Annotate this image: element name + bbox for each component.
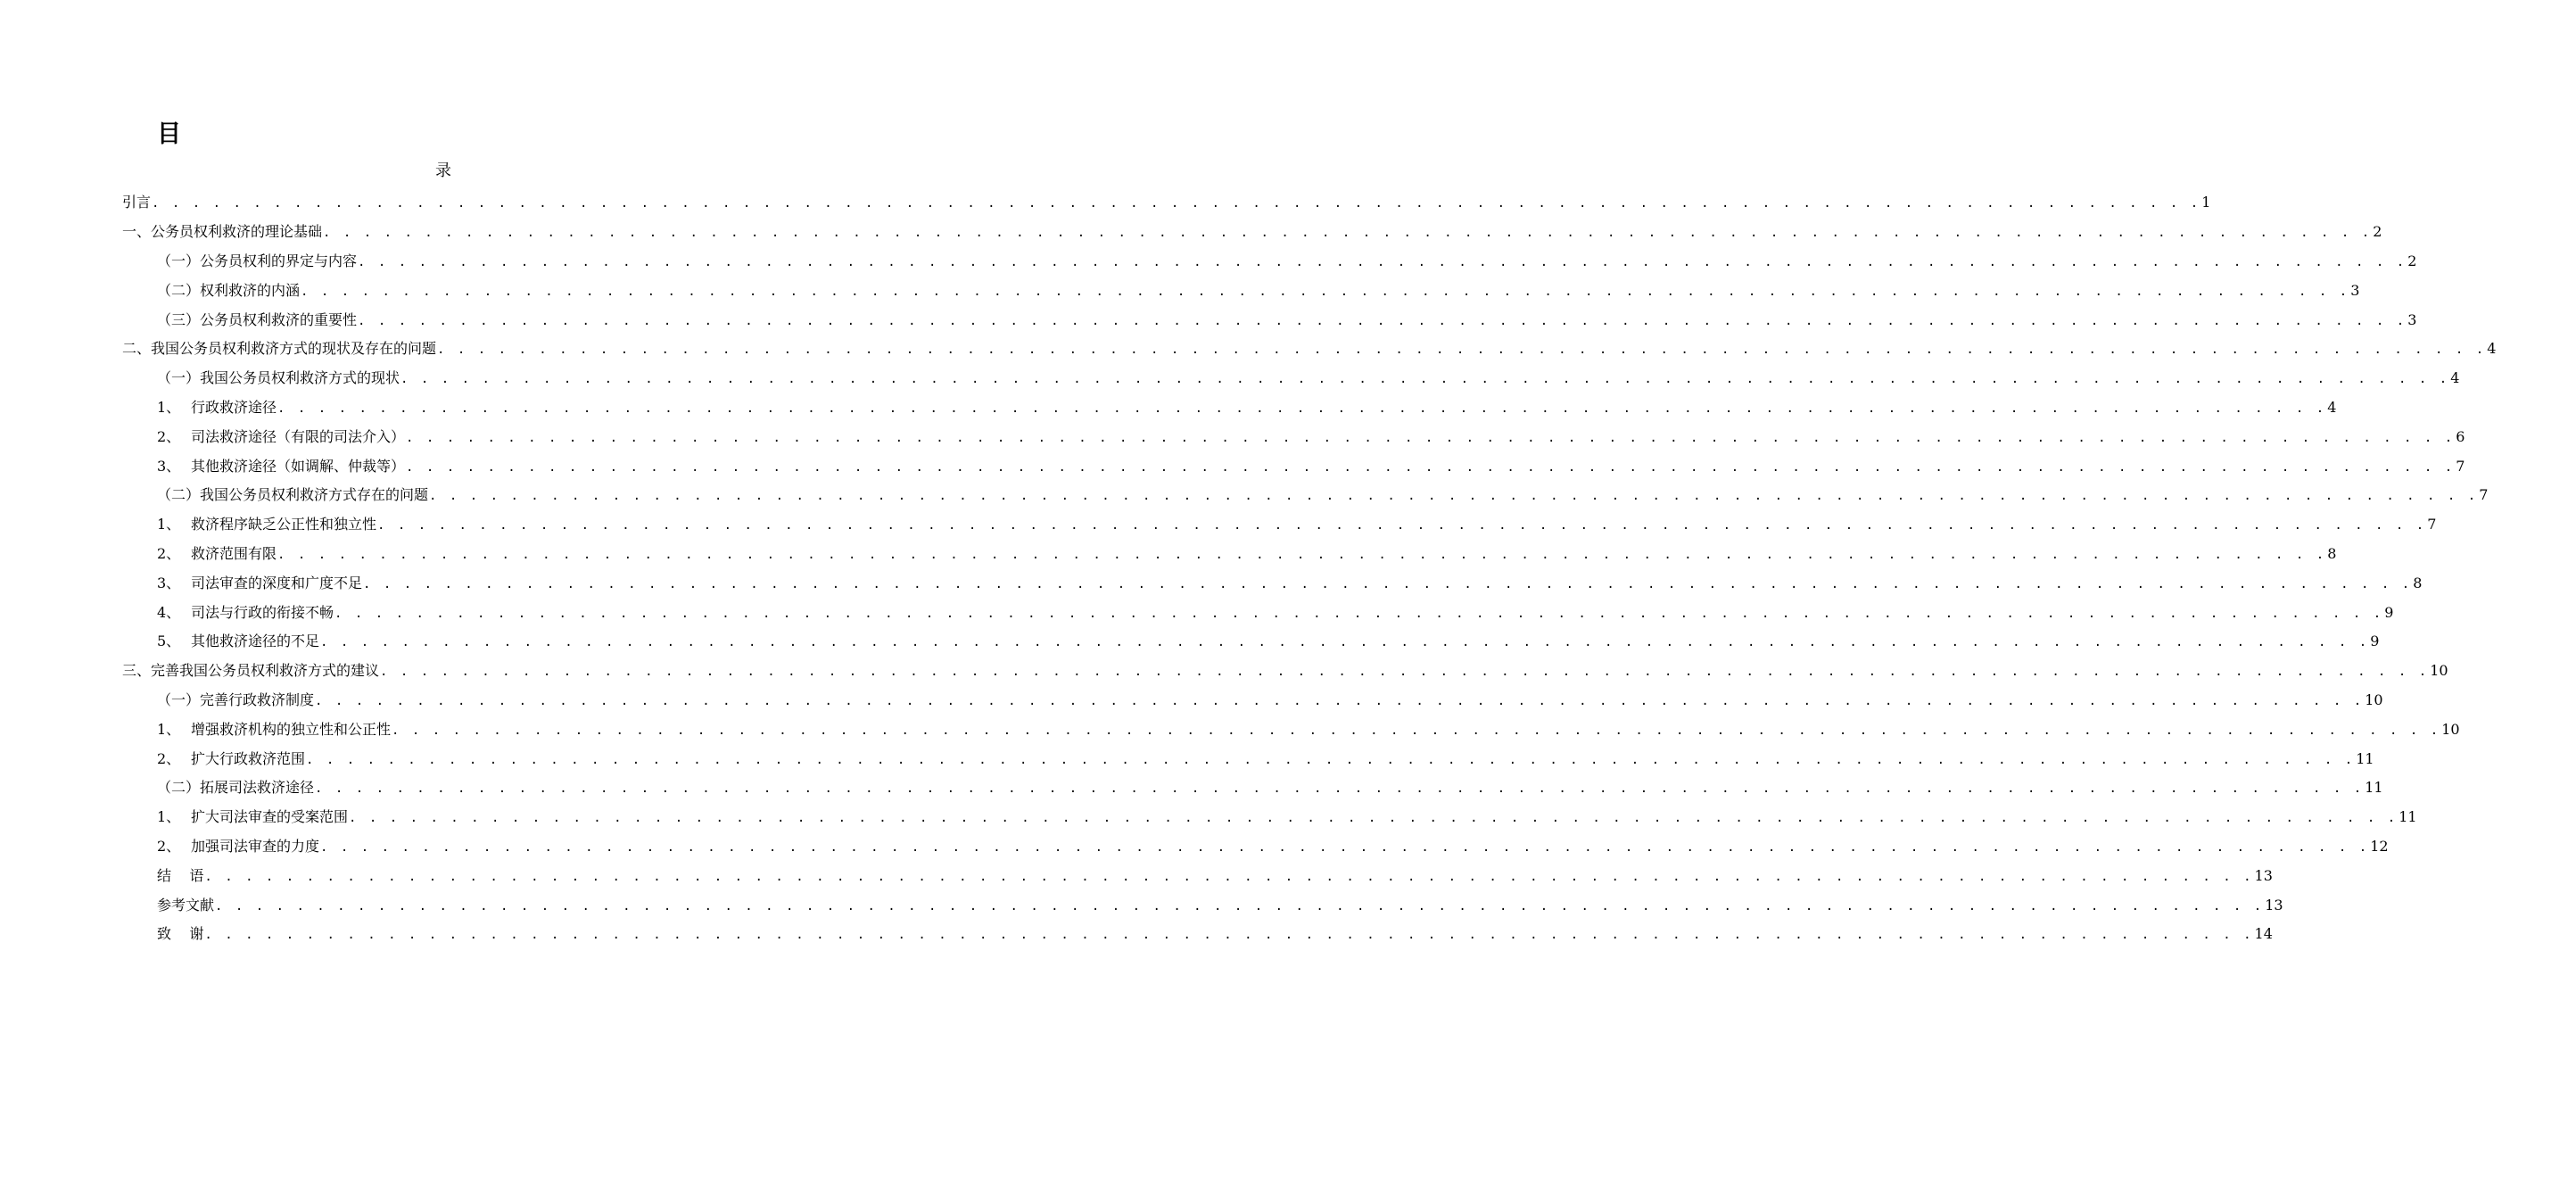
toc-page-number: 9: [2370, 633, 2380, 650]
toc-page-number: 4: [2487, 340, 2497, 358]
toc-leader-dots: . . . . . . . . . . . . . . . . . . . . . . . . . . . . . . . . . . . . . . . . . . . . . . . . . . . . . . . . . . . . . . . . . . . . . . . . . . . . . . . . . . . . . . . . . . . . . . . . . . . . .: [334, 606, 2384, 621]
toc-entry-title: [157, 369, 400, 387]
toc-entry-title: [122, 662, 379, 680]
toc-entry[interactable]: [0, 657, 2448, 686]
toc-entry[interactable]: [0, 364, 2460, 393]
toc-page-number: 10: [2430, 662, 2448, 680]
toc-leader-dots: . . . . . . . . . . . . . . . . . . . . . . . . . . . . . . . . . . . . . . . . . . . . . . . . . . . . . . . . . . . . . . . . . . . . . . . . . . . . . . . . . . . . . . . . . . . . . . . . . . . . .: [277, 401, 2327, 416]
toc-leader-dots: . . . . . . . . . . . . . . . . . . . . . . . . . . . . . . . . . . . . . . . . . . . . . . . . . . . . . . . . . . . . . . . . . . . . . . . . . . . . . . . . . . . . . . . . . . . . . . . . . . . . .: [406, 430, 2456, 445]
toc-entry-label: 致 谢: [157, 925, 204, 943]
toc-entry[interactable]: [0, 276, 2360, 305]
toc-entry[interactable]: [0, 890, 2283, 920]
toc-leader-dots: . . . . . . . . . . . . . . . . . . . . . . . . . . . . . . . . . . . . . . . . . . . . . . . . . . . . . . . . . . . . . . . . . . . . . . . . . . . . . . . . . . . . . . . . . . . . . . . . . . . . .: [358, 254, 2407, 269]
toc-entry-number: 2、: [157, 749, 181, 767]
toc-leader-dots: . . . . . . . . . . . . . . . . . . . . . . . . . . . . . . . . . . . . . . . . . . . . . . . . . . . . . . . . . . . . . . . . . . . . . . . . . . . . . . . . . . . . . . . . . . . . . . . . . . . . .: [323, 226, 2373, 241]
toc-entry[interactable]: [0, 920, 2273, 949]
toc-entry-number: 1、: [157, 808, 181, 826]
table-of-contents: [0, 188, 2497, 949]
toc-entry[interactable]: [0, 481, 2489, 510]
toc-entry-title: [157, 458, 405, 475]
toc-leader-dots: . . . . . . . . . . . . . . . . . . . . . . . . . . . . . . . . . . . . . . . . . . . . . . . . . . . . . . . . . . . . . . . . . . . . . . . . . . . . . . . . . . . . . . . . . . . . . . . . . . . . .: [320, 635, 2370, 650]
toc-entry-number: 1、: [157, 720, 181, 738]
toc-entry-label: 三、完善我国公务员权利救济方式的建议: [122, 662, 380, 680]
toc-page-number: 7: [2427, 516, 2437, 533]
toc-entry-label: （二）拓展司法救济途径: [157, 779, 315, 797]
toc-entry-title: [157, 428, 405, 446]
toc-entry[interactable]: [0, 451, 2465, 481]
toc-entry-label: 一、公务员权利救济的理论基础: [122, 223, 323, 241]
toc-entry[interactable]: [0, 305, 2417, 335]
toc-entry-label: 行政救济途径: [191, 398, 277, 416]
toc-page-number: 13: [2265, 896, 2283, 914]
toc-entry-title: [122, 223, 322, 241]
toc-page-number: 9: [2384, 603, 2394, 621]
toc-entry-title: [122, 194, 151, 211]
toc-entry-title: [157, 516, 376, 533]
toc-entry-title: [157, 808, 348, 826]
toc-leader-dots: . . . . . . . . . . . . . . . . . . . . . . . . . . . . . . . . . . . . . . . . . . . . . . . . . . . . . . . . . . . . . . . . . . . . . . . . . . . . . . . . . . . . . . . . . . . . . . . . . . . . .: [429, 489, 2479, 504]
toc-entry-title: [157, 691, 314, 709]
toc-leader-dots: . . . . . . . . . . . . . . . . . . . . . . . . . . . . . . . . . . . . . . . . . . . . . . . . . . . . . . . . . . . . . . . . . . . . . . . . . . . . . . . . . . . . . . . . . . . . . . . . . . . . .: [204, 869, 2254, 884]
toc-page-number: 11: [2365, 779, 2383, 797]
toc-entry-title: [157, 282, 300, 300]
toc-leader-dots: . . . . . . . . . . . . . . . . . . . . . . . . . . . . . . . . . . . . . . . . . . . . . . . . . . . . . . . . . . . . . . . . . . . . . . . . . . . . . . . . . . . . . . . . . . . . . . . . . . . . .: [400, 372, 2450, 387]
toc-leader-dots: . . . . . . . . . . . . . . . . . . . . . . . . . . . . . . . . . . . . . . . . . . . . . . . . . . . . . . . . . . . . . . . . . . . . . . . . . . . . . . . . . . . . . . . . . . . . . . . . . . . . .: [315, 693, 2365, 708]
toc-leader-dots: . . . . . . . . . . . . . . . . . . . . . . . . . . . . . . . . . . . . . . . . . . . . . . . . . . . . . . . . . . . . . . . . . . . . . . . . . . . . . . . . . . . . . . . . . . . . . . . . . . . . .: [320, 839, 2370, 855]
toc-entry-number: 5、: [157, 633, 181, 650]
toc-page-number: 1: [2201, 194, 2211, 211]
toc-page-number: 2: [2373, 223, 2382, 241]
toc-page-number: 3: [2407, 310, 2417, 328]
toc-page-number: 8: [2327, 544, 2337, 562]
toc-leader-dots: . . . . . . . . . . . . . . . . . . . . . . . . . . . . . . . . . . . . . . . . . . . . . . . . . . . . . . . . . . . . . . . . . . . . . . . . . . . . . . . . . . . . . . . . . . . . . . . . . . . . .: [437, 343, 2487, 358]
toc-entry[interactable]: [0, 832, 2389, 862]
toc-entry[interactable]: [0, 540, 2337, 569]
toc-entry-label: 其他救济途径（如调解、仲裁等）: [191, 457, 406, 475]
toc-entry[interactable]: [0, 744, 2374, 773]
toc-entry[interactable]: [0, 598, 2394, 627]
toc-entry-number: 2、: [157, 544, 181, 562]
toc-leader-dots: . . . . . . . . . . . . . . . . . . . . . . . . . . . . . . . . . . . . . . . . . . . . . . . . . . . . . . . . . . . . . . . . . . . . . . . . . . . . . . . . . . . . . . . . . . . . . . . . . . . . .: [215, 898, 2265, 914]
toc-entry-label: 增强救济机构的独立性和公正性: [191, 720, 392, 738]
toc-entry[interactable]: [0, 218, 2382, 247]
toc-entry-title: [157, 925, 203, 943]
toc-entry-number: 4、: [157, 603, 181, 621]
toc-entry[interactable]: [0, 861, 2273, 890]
toc-entry-label: （三）公务员权利救济的重要性: [157, 310, 358, 328]
toc-entry-title: [157, 779, 314, 797]
toc-page-number: 10: [2441, 720, 2460, 738]
toc-page-number: 11: [2398, 808, 2417, 826]
toc-entry[interactable]: [0, 568, 2423, 598]
toc-entry-label: 加强司法审查的力度: [191, 837, 320, 855]
toc-entry-title: [157, 399, 277, 417]
toc-entry-label: （一）完善行政救济制度: [157, 690, 315, 708]
toc-entry-label: （一）公务员权利的界定与内容: [157, 252, 358, 269]
toc-entry-title: [157, 575, 362, 592]
toc-entry-label: 司法与行政的衔接不畅: [191, 603, 334, 621]
toc-entry-title: [157, 486, 428, 504]
toc-entry-label: （二）权利救济的内涵: [157, 281, 301, 299]
toc-leader-dots: . . . . . . . . . . . . . . . . . . . . . . . . . . . . . . . . . . . . . . . . . . . . . . . . . . . . . . . . . . . . . . . . . . . . . . . . . . . . . . . . . . . . . . . . . . . . . . . . . . . . .: [301, 284, 2350, 299]
toc-page-number: 8: [2413, 574, 2423, 591]
toc-entry-title: [157, 545, 277, 563]
toc-entry-label: （二）我国公务员权利救济方式存在的问题: [157, 486, 429, 504]
toc-entry-label: 救济程序缺乏公正性和独立性: [191, 516, 377, 533]
toc-entry[interactable]: [0, 335, 2497, 364]
toc-leader-dots: . . . . . . . . . . . . . . . . . . . . . . . . . . . . . . . . . . . . . . . . . . . . . . . . . . . . . . . . . . . . . . . . . . . . . . . . . . . . . . . . . . . . . . . . . . . . . . . . . . . . .: [392, 723, 2441, 738]
toc-leader-dots: . . . . . . . . . . . . . . . . . . . . . . . . . . . . . . . . . . . . . . . . . . . . . . . . . . . . . . . . . . . . . . . . . . . . . . . . . . . . . . . . . . . . . . . . . . . . . . . . . . . . .: [363, 576, 2413, 591]
toc-page-number: 10: [2365, 690, 2383, 708]
toc-entry-title: [157, 838, 319, 856]
toc-leader-dots: . . . . . . . . . . . . . . . . . . . . . . . . . . . . . . . . . . . . . . . . . . . . . . . . . . . . . . . . . . . . . . . . . . . . . . . . . . . . . . . . . . . . . . . . . . . . . . . . . . . . .: [377, 518, 2427, 533]
toc-leader-dots: . . . . . . . . . . . . . . . . . . . . . . . . . . . . . . . . . . . . . . . . . . . . . . . . . . . . . . . . . . . . . . . . . . . . . . . . . . . . . . . . . . . . . . . . . . . . . . . . . . . . .: [380, 665, 2430, 680]
toc-leader-dots: . . . . . . . . . . . . . . . . . . . . . . . . . . . . . . . . . . . . . . . . . . . . . . . . . . . . . . . . . . . . . . . . . . . . . . . . . . . . . . . . . . . . . . . . . . . . . . . . . . . . .: [406, 459, 2456, 475]
toc-entry-title: [157, 633, 319, 650]
toc-leader-dots: . . . . . . . . . . . . . . . . . . . . . . . . . . . . . . . . . . . . . . . . . . . . . . . . . . . . . . . . . . . . . . . . . . . . . . . . . . . . . . . . . . . . . . . . . . . . . . . . . . . . .: [152, 196, 2201, 211]
toc-leader-dots: . . . . . . . . . . . . . . . . . . . . . . . . . . . . . . . . . . . . . . . . . . . . . . . . . . . . . . . . . . . . . . . . . . . . . . . . . . . . . . . . . . . . . . . . . . . . . . . . . . . . .: [277, 547, 2327, 562]
toc-leader-dots: . . . . . . . . . . . . . . . . . . . . . . . . . . . . . . . . . . . . . . . . . . . . . . . . . . . . . . . . . . . . . . . . . . . . . . . . . . . . . . . . . . . . . . . . . . . . . . . . . . . . .: [349, 811, 2398, 826]
toc-page-number: 4: [2450, 369, 2460, 387]
toc-entry[interactable]: [0, 510, 2437, 540]
toc-entry[interactable]: [0, 803, 2417, 832]
toc-entry-label: 参考文献: [157, 896, 215, 914]
toc-entry-title: [157, 721, 391, 739]
toc-entry[interactable]: [0, 715, 2460, 744]
toc-entry[interactable]: [0, 188, 2211, 218]
toc-page-number: 6: [2456, 427, 2465, 445]
toc-entry-label: 其他救济途径的不足: [191, 633, 320, 650]
toc-entry-label: （一）我国公务员权利救济方式的现状: [157, 369, 400, 387]
toc-page-number: 2: [2407, 252, 2417, 269]
toc-entry-number: 2、: [157, 427, 181, 445]
toc-entry[interactable]: [0, 393, 2337, 423]
toc-leader-dots: . . . . . . . . . . . . . . . . . . . . . . . . . . . . . . . . . . . . . . . . . . . . . . . . . . . . . . . . . . . . . . . . . . . . . . . . . . . . . . . . . . . . . . . . . . . . . . . . . . . . .: [204, 928, 2254, 943]
toc-entry-label: 救济范围有限: [191, 544, 277, 562]
toc-entry-number: 3、: [157, 574, 181, 591]
toc-entry-title: [157, 252, 357, 270]
toc-entry[interactable]: [0, 422, 2465, 451]
toc-page-number: 12: [2370, 837, 2389, 855]
toc-entry[interactable]: [0, 627, 2380, 657]
toc-leader-dots: . . . . . . . . . . . . . . . . . . . . . . . . . . . . . . . . . . . . . . . . . . . . . . . . . . . . . . . . . . . . . . . . . . . . . . . . . . . . . . . . . . . . . . . . . . . . . . . . . . . . .: [306, 752, 2356, 767]
toc-entry-title: [157, 311, 357, 329]
toc-page-number: 14: [2254, 925, 2273, 943]
toc-leader-dots: . . . . . . . . . . . . . . . . . . . . . . . . . . . . . . . . . . . . . . . . . . . . . . . . . . . . . . . . . . . . . . . . . . . . . . . . . . . . . . . . . . . . . . . . . . . . . . . . . . . . .: [358, 313, 2407, 328]
toc-entry-number: 3、: [157, 457, 181, 475]
toc-entry-title: [157, 604, 334, 622]
toc-page-number: 7: [2456, 457, 2465, 475]
toc-entry-label: 司法审查的深度和广度不足: [191, 574, 363, 591]
toc-entry[interactable]: [0, 773, 2383, 803]
toc-entry-number: 1、: [157, 516, 181, 533]
toc-entry-label: 司法救济途径（有限的司法介入）: [191, 427, 406, 445]
toc-title-part2: 录: [435, 161, 451, 180]
toc-page-number: 7: [2479, 486, 2489, 504]
toc-entry-number: 1、: [157, 398, 181, 416]
toc-entry-title: [157, 750, 305, 768]
toc-page-number: 3: [2350, 281, 2360, 299]
toc-entry-title: [122, 340, 436, 358]
toc-entry[interactable]: [0, 247, 2417, 277]
toc-entry-title: [157, 867, 203, 885]
toc-entry-label: 扩大行政救济范围: [191, 749, 306, 767]
toc-entry-title: [157, 897, 214, 914]
toc-leader-dots: . . . . . . . . . . . . . . . . . . . . . . . . . . . . . . . . . . . . . . . . . . . . . . . . . . . . . . . . . . . . . . . . . . . . . . . . . . . . . . . . . . . . . . . . . . . . . . . . . . . . .: [315, 781, 2365, 797]
toc-page-number: 4: [2327, 398, 2337, 416]
toc-entry-label: 扩大司法审查的受案范围: [191, 808, 349, 826]
toc-entry-label: 结 语: [157, 866, 204, 884]
toc-entry-label: 引言: [122, 194, 152, 211]
toc-entry-label: 二、我国公务员权利救济方式的现状及存在的问题: [122, 340, 437, 358]
toc-page-number: 11: [2356, 749, 2374, 767]
toc-title-part1: 目: [157, 120, 181, 148]
toc-page-number: 13: [2254, 866, 2273, 884]
toc-entry[interactable]: [0, 686, 2383, 715]
toc-entry-number: 2、: [157, 837, 181, 855]
